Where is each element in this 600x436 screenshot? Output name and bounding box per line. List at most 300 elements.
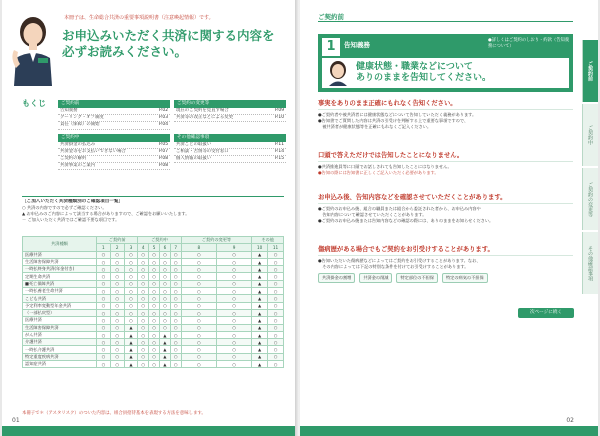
table-group-header: ご契約前: [97, 237, 138, 244]
section-label: ご契約前: [318, 13, 344, 21]
table-cell-mark: ▲: [160, 346, 171, 353]
toc-entry-page: P.15: [275, 156, 284, 162]
condition-pill: 共済金の削減: [359, 273, 392, 283]
table-row-name: こども共済: [23, 295, 97, 302]
toc-entry-label: ご契約の解約: [60, 156, 87, 162]
table-cell-mark: ○: [110, 280, 124, 287]
table-cell-mark: ○: [181, 361, 216, 368]
chapter-title: 告知義務: [344, 41, 370, 49]
table-cell-mark: ○: [181, 324, 216, 331]
table-cell-mark: ○: [216, 346, 251, 353]
continue-next-page-link[interactable]: 次ページに続く: [518, 308, 574, 318]
table-cell-mark: ▲: [124, 353, 138, 360]
table-cell-mark: ○: [160, 302, 171, 309]
legend-item: － ご加入いただく共済ではご確認不要な項目です。: [22, 217, 120, 222]
table-cell-mark: ○: [170, 309, 181, 316]
table-cell-mark: ○: [170, 251, 181, 258]
table-cell-mark: ▲: [160, 353, 171, 360]
toc-entry-page: P.03: [159, 115, 168, 121]
table-column-header: 11: [268, 244, 284, 251]
staff-portrait-icon: [10, 12, 56, 86]
table-cell-mark: ○: [110, 339, 124, 346]
table-column-header: 10: [252, 244, 268, 251]
side-tab-during-contract[interactable]: [582, 104, 598, 166]
toc-entry-page: P.05: [159, 141, 168, 147]
table-cell-mark: ○: [268, 317, 284, 324]
toc-entry[interactable]: [174, 108, 286, 115]
table-column-header: 9: [216, 244, 251, 251]
table-cell-mark: ○: [138, 331, 149, 338]
table-cell-mark: ○: [160, 309, 171, 316]
table-cell-mark: ○: [181, 317, 216, 324]
table-cell-mark: ○: [149, 346, 160, 353]
table-cell-mark: ○: [138, 273, 149, 280]
table-cell-mark: ○: [181, 273, 216, 280]
table-cell-mark: ▲: [252, 361, 268, 368]
headline-line-2: 必ずお読みください。: [62, 44, 188, 59]
table-cell-mark: ○: [268, 353, 284, 360]
headline-line-1: お申込みいただく共済に関する内容を: [62, 28, 275, 43]
table-cell-mark: ○: [181, 295, 216, 302]
table-cell-mark: ○: [216, 258, 251, 265]
notice-body: [318, 109, 573, 130]
table-row: [23, 258, 284, 265]
table-cell-mark: ○: [110, 251, 124, 258]
legend-item: ▲ お申込みのご内容によって該当する場合がありますので、ご確認をお願いいたします。: [22, 211, 190, 216]
table-cell-mark: ○: [170, 353, 181, 360]
table-cell-mark: ○: [124, 266, 138, 273]
table-group-header: その他: [252, 237, 284, 244]
table-row-name: （一部払戻型）: [23, 309, 97, 316]
table-cell-mark: ○: [149, 339, 160, 346]
right-page: [300, 0, 598, 436]
table-column-header: 4: [138, 244, 149, 251]
left-page: [2, 0, 297, 436]
table-cell-mark: ○: [216, 331, 251, 338]
table-cell-mark: ○: [138, 309, 149, 316]
table-cell-mark: ○: [97, 295, 111, 302]
table-cell-mark: ○: [216, 288, 251, 295]
table-cell-mark: ○: [181, 251, 216, 258]
notice-line: ●ご契約者や被共済者には健康状態などについて告知していただく義務があります。: [318, 112, 477, 117]
intro-text: 本冊子は、生命総合共済の重要事項説明書（注意喚起情報）です。: [64, 15, 214, 21]
table-cell-mark: ○: [110, 309, 124, 316]
table-cell-mark: ○: [160, 295, 171, 302]
notice-heading: 事実をありのまま正確にもれなく告知ください。: [318, 100, 457, 107]
table-cell-mark: ○: [160, 251, 171, 258]
table-row-name: 一時払介護共済: [23, 346, 97, 353]
toc-entry-label: 共済掛金の払込み: [60, 141, 96, 147]
table-cell-mark: ○: [216, 339, 251, 346]
side-tab-label: ご契約前: [587, 61, 593, 81]
table-cell-mark: ○: [97, 302, 111, 309]
table-cell-mark: ○: [181, 339, 216, 346]
table-cell-mark: ○: [124, 309, 138, 316]
side-tab-other[interactable]: [582, 232, 598, 294]
table-cell-mark: ○: [268, 266, 284, 273]
table-cell-mark: ○: [268, 251, 284, 258]
table-cell-mark: ○: [170, 339, 181, 346]
chapter-number: 1: [322, 38, 340, 56]
table-cell-mark: ○: [97, 317, 111, 324]
table-cell-mark: ○: [170, 361, 181, 368]
table-cell-mark: ○: [181, 266, 216, 273]
table-cell-mark: ○: [138, 302, 149, 309]
table-row: [23, 273, 284, 280]
table-cell-mark: ○: [181, 288, 216, 295]
table-cell-mark: ○: [216, 266, 251, 273]
table-cell-mark: ▲: [124, 346, 138, 353]
table-cell-mark: ○: [181, 309, 216, 316]
toc-entry-label: 告知義務: [60, 108, 78, 113]
toc-title: もくじ: [22, 99, 46, 108]
table-cell-mark: ○: [170, 280, 181, 287]
table-cell-mark: ○: [149, 353, 160, 360]
table-cell-mark: ▲: [252, 353, 268, 360]
toc-entry-label: 現在のご契約を見直す場合: [176, 108, 229, 113]
toc-entry[interactable]: [174, 149, 286, 156]
legend-title: ［ご加入いただく共済種類別のご確認項目一覧］: [22, 199, 124, 204]
toc-entry[interactable]: [58, 122, 170, 129]
table-cell-mark: ○: [181, 280, 216, 287]
table-row-name: 一時払終身共済(年金付き): [23, 266, 97, 273]
table-column-header: 5: [149, 244, 160, 251]
table-cell-mark: ▲: [124, 324, 138, 331]
table-cell-mark: ▲: [252, 280, 268, 287]
notice-line: 被共済者が健康状態等を正確にもれなくご記入ください。: [318, 124, 432, 129]
table-cell-mark: ○: [216, 295, 251, 302]
table-cell-mark: ○: [268, 280, 284, 287]
table-cell-mark: ▲: [252, 346, 268, 353]
toc-entry-page: P.08: [159, 156, 168, 162]
toc-entry-page: P.04: [159, 122, 168, 128]
table-cell-mark: ○: [216, 317, 251, 324]
table-cell-mark: ○: [124, 288, 138, 295]
table-cell-mark: ○: [149, 302, 160, 309]
notice-body: [318, 161, 573, 176]
table-cell-mark: ○: [160, 273, 171, 280]
table-column-header: 6: [160, 244, 171, 251]
notice-heading: お申込み後、告知内容などを確認させていただくことがあります。: [318, 194, 507, 201]
table-cell-mark: ○: [268, 258, 284, 265]
toc-entry[interactable]: [174, 142, 286, 149]
confirmation-table: [22, 236, 284, 368]
table-cell-mark: ○: [97, 324, 111, 331]
table-cell-mark: ○: [138, 353, 149, 360]
table-column-header: 7: [170, 244, 181, 251]
notice-block-accurate: [318, 98, 573, 130]
table-cell-mark: ○: [216, 324, 251, 331]
table-cell-mark: ○: [216, 353, 251, 360]
check-legend: [22, 196, 284, 223]
table-cell-mark: ▲: [252, 339, 268, 346]
table-cell-mark: ○: [138, 295, 149, 302]
table-cell-mark: ○: [170, 273, 181, 280]
footnote: 本冊子で＊（アスタリスク）のついた内容は、組合員招待基本を表現する方法を意味します。: [22, 411, 206, 416]
table-cell-mark: ○: [138, 258, 149, 265]
table-cell-mark: ○: [268, 309, 284, 316]
table-cell-mark: ○: [216, 309, 251, 316]
side-tab-before-contract[interactable]: [582, 40, 598, 102]
table-cell-mark: ▲: [252, 251, 268, 258]
table-cell-mark: ○: [110, 324, 124, 331]
table-cell-mark: ○: [268, 331, 284, 338]
table-row: [23, 324, 284, 331]
table-cell-mark: ▲: [252, 266, 268, 273]
table-cell-mark: ○: [216, 361, 251, 368]
table-of-contents: [58, 100, 286, 170]
table-cell-mark: ○: [268, 302, 284, 309]
table-cell-mark: ○: [124, 251, 138, 258]
table-cell-mark: ○: [170, 295, 181, 302]
table-cell-mark: ○: [97, 273, 111, 280]
toc-entry-label: クーリング・オフ制度: [60, 115, 104, 121]
table-row: [23, 346, 284, 353]
toc-entry[interactable]: [58, 163, 170, 170]
toc-entry[interactable]: [58, 156, 170, 163]
notice-line: ●告知書でご質問した内容は共済の引受けを判断する上で重要な事項ですので、: [318, 118, 469, 123]
table-cell-mark: ○: [268, 295, 284, 302]
table-cell-mark: ▲: [252, 309, 268, 316]
table-cell-mark: ▲: [160, 361, 171, 368]
table-cell-mark: ○: [181, 346, 216, 353]
table-cell-mark: ○: [160, 258, 171, 265]
table-cell-mark: ○: [149, 288, 160, 295]
table-cell-mark: ▲: [252, 317, 268, 324]
toc-entry[interactable]: [174, 115, 286, 122]
chapter-message: [356, 62, 491, 84]
table-cell-mark: ▲: [124, 331, 138, 338]
section-side-tabs: [582, 40, 598, 296]
table-cell-mark: ▲: [252, 302, 268, 309]
table-cell-mark: ○: [268, 361, 284, 368]
table-column-header: 1: [97, 244, 111, 251]
toc-entry-label: 共済ごとの取扱い: [176, 141, 212, 147]
table-cell-mark: ○: [110, 288, 124, 295]
toc-entry[interactable]: [58, 108, 170, 115]
notice-line: ●共済推進員等に口頭でお話しされても告知したことにはなりません。: [318, 164, 452, 169]
table-cell-mark: ▲: [252, 273, 268, 280]
table-cell-mark: ○: [138, 346, 149, 353]
notice-line: ●告知いただいた傷病歴などによってはご契約をお引受けすることがあります。なお、: [318, 258, 481, 263]
table-cell-mark: ○: [216, 302, 251, 309]
toc-entry-page: P.09: [275, 108, 284, 113]
table-cell-mark: ○: [149, 361, 160, 368]
table-cell-mark: ○: [149, 251, 160, 258]
table-cell-mark: ○: [110, 302, 124, 309]
table-cell-mark: ▲: [252, 295, 268, 302]
toc-section: [174, 134, 286, 171]
table-cell-mark: ○: [110, 353, 124, 360]
table-cell-mark: ○: [160, 280, 171, 287]
notice-block-verbal: [318, 150, 573, 176]
table-cell-mark: ○: [110, 266, 124, 273]
notice-heading: 傷病歴がある場合でもご契約をお引受けすることがあります。: [318, 246, 494, 253]
table-row: [23, 361, 284, 368]
table-cell-mark: ▲: [252, 331, 268, 338]
table-cell-mark: ○: [160, 288, 171, 295]
condition-pill: 共済掛金の割増: [318, 273, 355, 283]
staff-avatar-icon: [326, 60, 350, 86]
toc-entry-label: 個人情報の取扱い: [176, 156, 212, 162]
table-row-name: 予定利率変動型年金共済: [23, 302, 97, 309]
table-row: [23, 331, 284, 338]
table-cell-mark: ○: [138, 280, 149, 287]
table-row: [23, 309, 284, 316]
table-row: [23, 302, 284, 309]
table-cell-mark: ○: [170, 302, 181, 309]
table-row: [23, 317, 284, 324]
table-cell-mark: ○: [181, 302, 216, 309]
table-cell-mark: ○: [110, 361, 124, 368]
toc-section: [174, 100, 286, 130]
notice-line: ●告知の際には告知書に正しくご記入いただく必要があります。: [318, 170, 439, 175]
table-row-name: 定期生命共済: [23, 273, 97, 280]
table-cell-mark: ▲: [252, 258, 268, 265]
table-cell-mark: ○: [138, 317, 149, 324]
notice-line: その内容によっては下記の特別な条件を付けてお引受けすることがあります。: [318, 264, 469, 269]
toc-entry-label: 共済等の改正などによる変更: [176, 115, 234, 121]
table-cell-mark: ○: [97, 339, 111, 346]
footer-bar: [300, 426, 598, 436]
table-cell-mark: ○: [97, 331, 111, 338]
table-cell-mark: ○: [160, 266, 171, 273]
toc-entry-page: P.11: [275, 141, 284, 147]
toc-entry-label: ご相談・苦情等の受付窓口: [176, 148, 229, 154]
table-cell-mark: ○: [149, 331, 160, 338]
table-cell-mark: ○: [138, 339, 149, 346]
notice-line: ●ご契約のお申込み後、組合の職員または組合から委託された者から、お申込み内容や: [318, 206, 481, 211]
table-header-type: 共済種類: [23, 237, 97, 252]
table-row-name: 生活障害保障共済: [23, 258, 97, 265]
table-cell-mark: ○: [138, 324, 149, 331]
toc-entry[interactable]: [174, 156, 286, 163]
toc-entry[interactable]: [58, 115, 170, 122]
table-group-header: ご契約の変更等: [181, 237, 252, 244]
notice-heading: 口頭で答えただけでは告知したことになりません。: [318, 152, 464, 159]
chapter-message-box: [322, 58, 569, 88]
table-cell-mark: ○: [110, 295, 124, 302]
table-row: [23, 353, 284, 360]
table-cell-mark: ○: [97, 258, 111, 265]
table-cell-mark: ○: [138, 266, 149, 273]
footer-bar: [2, 426, 297, 436]
toc-entry-page: P.14: [275, 148, 284, 154]
table-cell-mark: ○: [138, 361, 149, 368]
page-number-right: 02: [566, 417, 574, 424]
table-cell-mark: ○: [149, 317, 160, 324]
table-cell-mark: ○: [149, 295, 160, 302]
table-cell-mark: ○: [216, 251, 251, 258]
table-cell-mark: ○: [181, 258, 216, 265]
table-row: [23, 251, 284, 258]
table-cell-mark: ▲: [160, 331, 171, 338]
table-cell-mark: ○: [149, 258, 160, 265]
table-cell-mark: ○: [181, 353, 216, 360]
toc-entry-label: 共済金等をお支払いできない場合: [60, 148, 126, 154]
toc-entry[interactable]: [58, 142, 170, 149]
table-row-name: 生活障害保障共済: [23, 324, 97, 331]
toc-entry-page: P.10: [275, 115, 284, 121]
table-cell-mark: ○: [149, 324, 160, 331]
chapter-message-line-2: ありのままを告知してください。: [356, 73, 492, 83]
table-cell-mark: ○: [268, 288, 284, 295]
toc-entry[interactable]: [58, 149, 170, 156]
table-cell-mark: ○: [170, 266, 181, 273]
table-cell-mark: ○: [138, 251, 149, 258]
toc-section-heading: ご契約の変更等: [174, 100, 286, 108]
side-tab-label: その他確認事項: [587, 245, 593, 281]
table-row-name: 医療共済: [23, 317, 97, 324]
table-row: [23, 295, 284, 302]
table-cell-mark: ○: [124, 280, 138, 287]
table-row: [23, 288, 284, 295]
table-cell-mark: ○: [160, 317, 171, 324]
table-cell-mark: ○: [97, 353, 111, 360]
condition-pill: 特定の病気の不担保: [442, 273, 488, 283]
table-cell-mark: ○: [268, 273, 284, 280]
toc-entry-page: P.02: [159, 108, 168, 113]
table-cell-mark: ○: [97, 251, 111, 258]
table-cell-mark: ○: [170, 258, 181, 265]
table-cell-mark: ○: [216, 280, 251, 287]
notice-body: [318, 255, 573, 283]
table-cell-mark: ▲: [252, 324, 268, 331]
table-cell-mark: ○: [124, 317, 138, 324]
table-cell-mark: ○: [97, 309, 111, 316]
table-row-name: 特定重度疾病共済: [23, 353, 97, 360]
toc-entry-label: 共済事業のご案内: [60, 163, 96, 169]
toc-section: [58, 100, 170, 130]
table-cell-mark: ○: [160, 324, 171, 331]
table-cell-mark: ○: [110, 346, 124, 353]
table-cell-mark: ○: [97, 288, 111, 295]
table-cell-mark: ○: [268, 339, 284, 346]
table-cell-mark: ○: [110, 317, 124, 324]
table-cell-mark: ▲: [124, 361, 138, 368]
table-cell-mark: ▲: [160, 339, 171, 346]
page-headline: [62, 28, 290, 60]
table-cell-mark: ○: [170, 317, 181, 324]
notice-line: 告知内容について確認させていただくことがあります。: [318, 212, 427, 217]
toc-section-heading: ご契約前: [58, 100, 170, 108]
table-cell-mark: ○: [181, 331, 216, 338]
table-cell-mark: ○: [97, 266, 111, 273]
table-cell-mark: ○: [124, 302, 138, 309]
notice-block-medical-history: [318, 244, 573, 283]
table-cell-mark: ○: [97, 361, 111, 368]
chapter-banner: [318, 34, 573, 92]
table-cell-mark: ○: [110, 273, 124, 280]
table-cell-mark: ○: [170, 324, 181, 331]
legend-item: ○ 共済の内容ですので必ずご確認ください。: [22, 205, 107, 210]
table-cell-mark: ○: [268, 346, 284, 353]
table-cell-mark: ○: [124, 295, 138, 302]
toc-entry-page: P.07: [159, 148, 168, 154]
side-tab-contract-change[interactable]: [582, 168, 598, 230]
table-row-name: ■死亡保障共済: [23, 280, 97, 287]
table-column-header: 3: [124, 244, 138, 251]
chapter-reference: ●詳しくはご契約のしおり・約款（告知義務について）: [488, 38, 570, 49]
table-cell-mark: ○: [110, 258, 124, 265]
toc-section: [58, 134, 170, 171]
notice-line: ●ご契約のお申込み後または告知内容などの確認の際には、ありのままをお知らせください。: [318, 218, 494, 223]
notice-body: [318, 203, 573, 224]
toc-section-heading: その他確認事項: [174, 134, 286, 142]
table-cell-mark: ○: [149, 309, 160, 316]
table-cell-mark: ▲: [124, 339, 138, 346]
table-row-name: 認知症共済: [23, 361, 97, 368]
